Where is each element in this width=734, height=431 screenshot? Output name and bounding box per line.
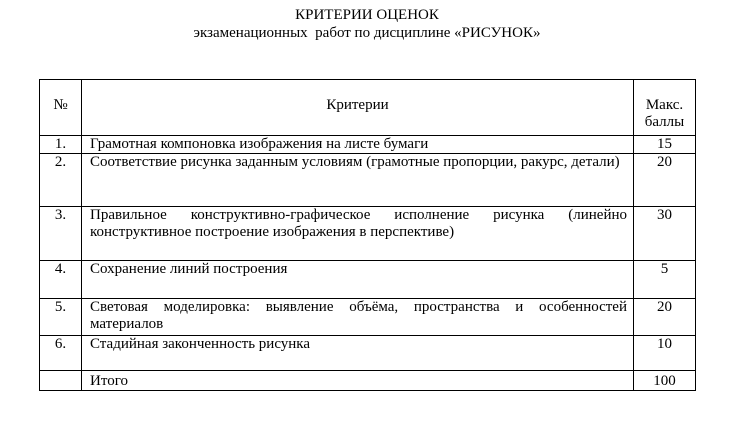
column-header-number: №: [40, 80, 82, 136]
row-number: 1.: [40, 136, 82, 154]
row-number: 5.: [40, 299, 82, 336]
page-title: КРИТЕРИИ ОЦЕНОК: [295, 7, 439, 23]
row-criterion: Стадийная законченность рисунка: [82, 336, 634, 371]
row-number: 6.: [40, 336, 82, 371]
row-criterion: Грамотная компоновка изображения на листе бумаги: [82, 136, 634, 154]
total-label: Итого: [82, 371, 634, 391]
row-number: 4.: [40, 261, 82, 299]
table-row: [40, 299, 696, 336]
row-score: 20: [634, 154, 696, 207]
table-header-row: [40, 80, 696, 136]
row-score: 30: [634, 207, 696, 261]
row-criterion: Световая моделировка: выявление объёма, пространства и особенностей материалов: [82, 299, 634, 336]
column-header-max-score: Макс. баллы: [634, 80, 696, 136]
row-number: 2.: [40, 154, 82, 207]
row-criterion: Соответствие рисунка заданным условиям (грамотные пропорции, ракурс, детали): [82, 154, 634, 207]
row-score: 5: [634, 261, 696, 299]
table-row: [40, 336, 696, 371]
row-score: 15: [634, 136, 696, 154]
table-total-row: [40, 371, 696, 391]
row-score: 10: [634, 336, 696, 371]
page-subtitle: экзаменационных работ по дисциплине «РИСУНОК»: [193, 25, 541, 41]
column-header-criteria: Критерии: [82, 80, 634, 136]
table-row: [40, 136, 696, 154]
row-criterion: Правильное конструктивно-графическое исполнение рисунка (линейно конструктивное построение изображения в перспективе): [82, 207, 634, 261]
table-row: [40, 207, 696, 261]
criteria-table: [39, 79, 696, 391]
table-row: [40, 154, 696, 207]
table-row: [40, 261, 696, 299]
row-criterion: Сохранение линий построения: [82, 261, 634, 299]
total-number: [40, 371, 82, 391]
total-score: 100: [634, 371, 696, 391]
row-score: 20: [634, 299, 696, 336]
row-number: 3.: [40, 207, 82, 261]
